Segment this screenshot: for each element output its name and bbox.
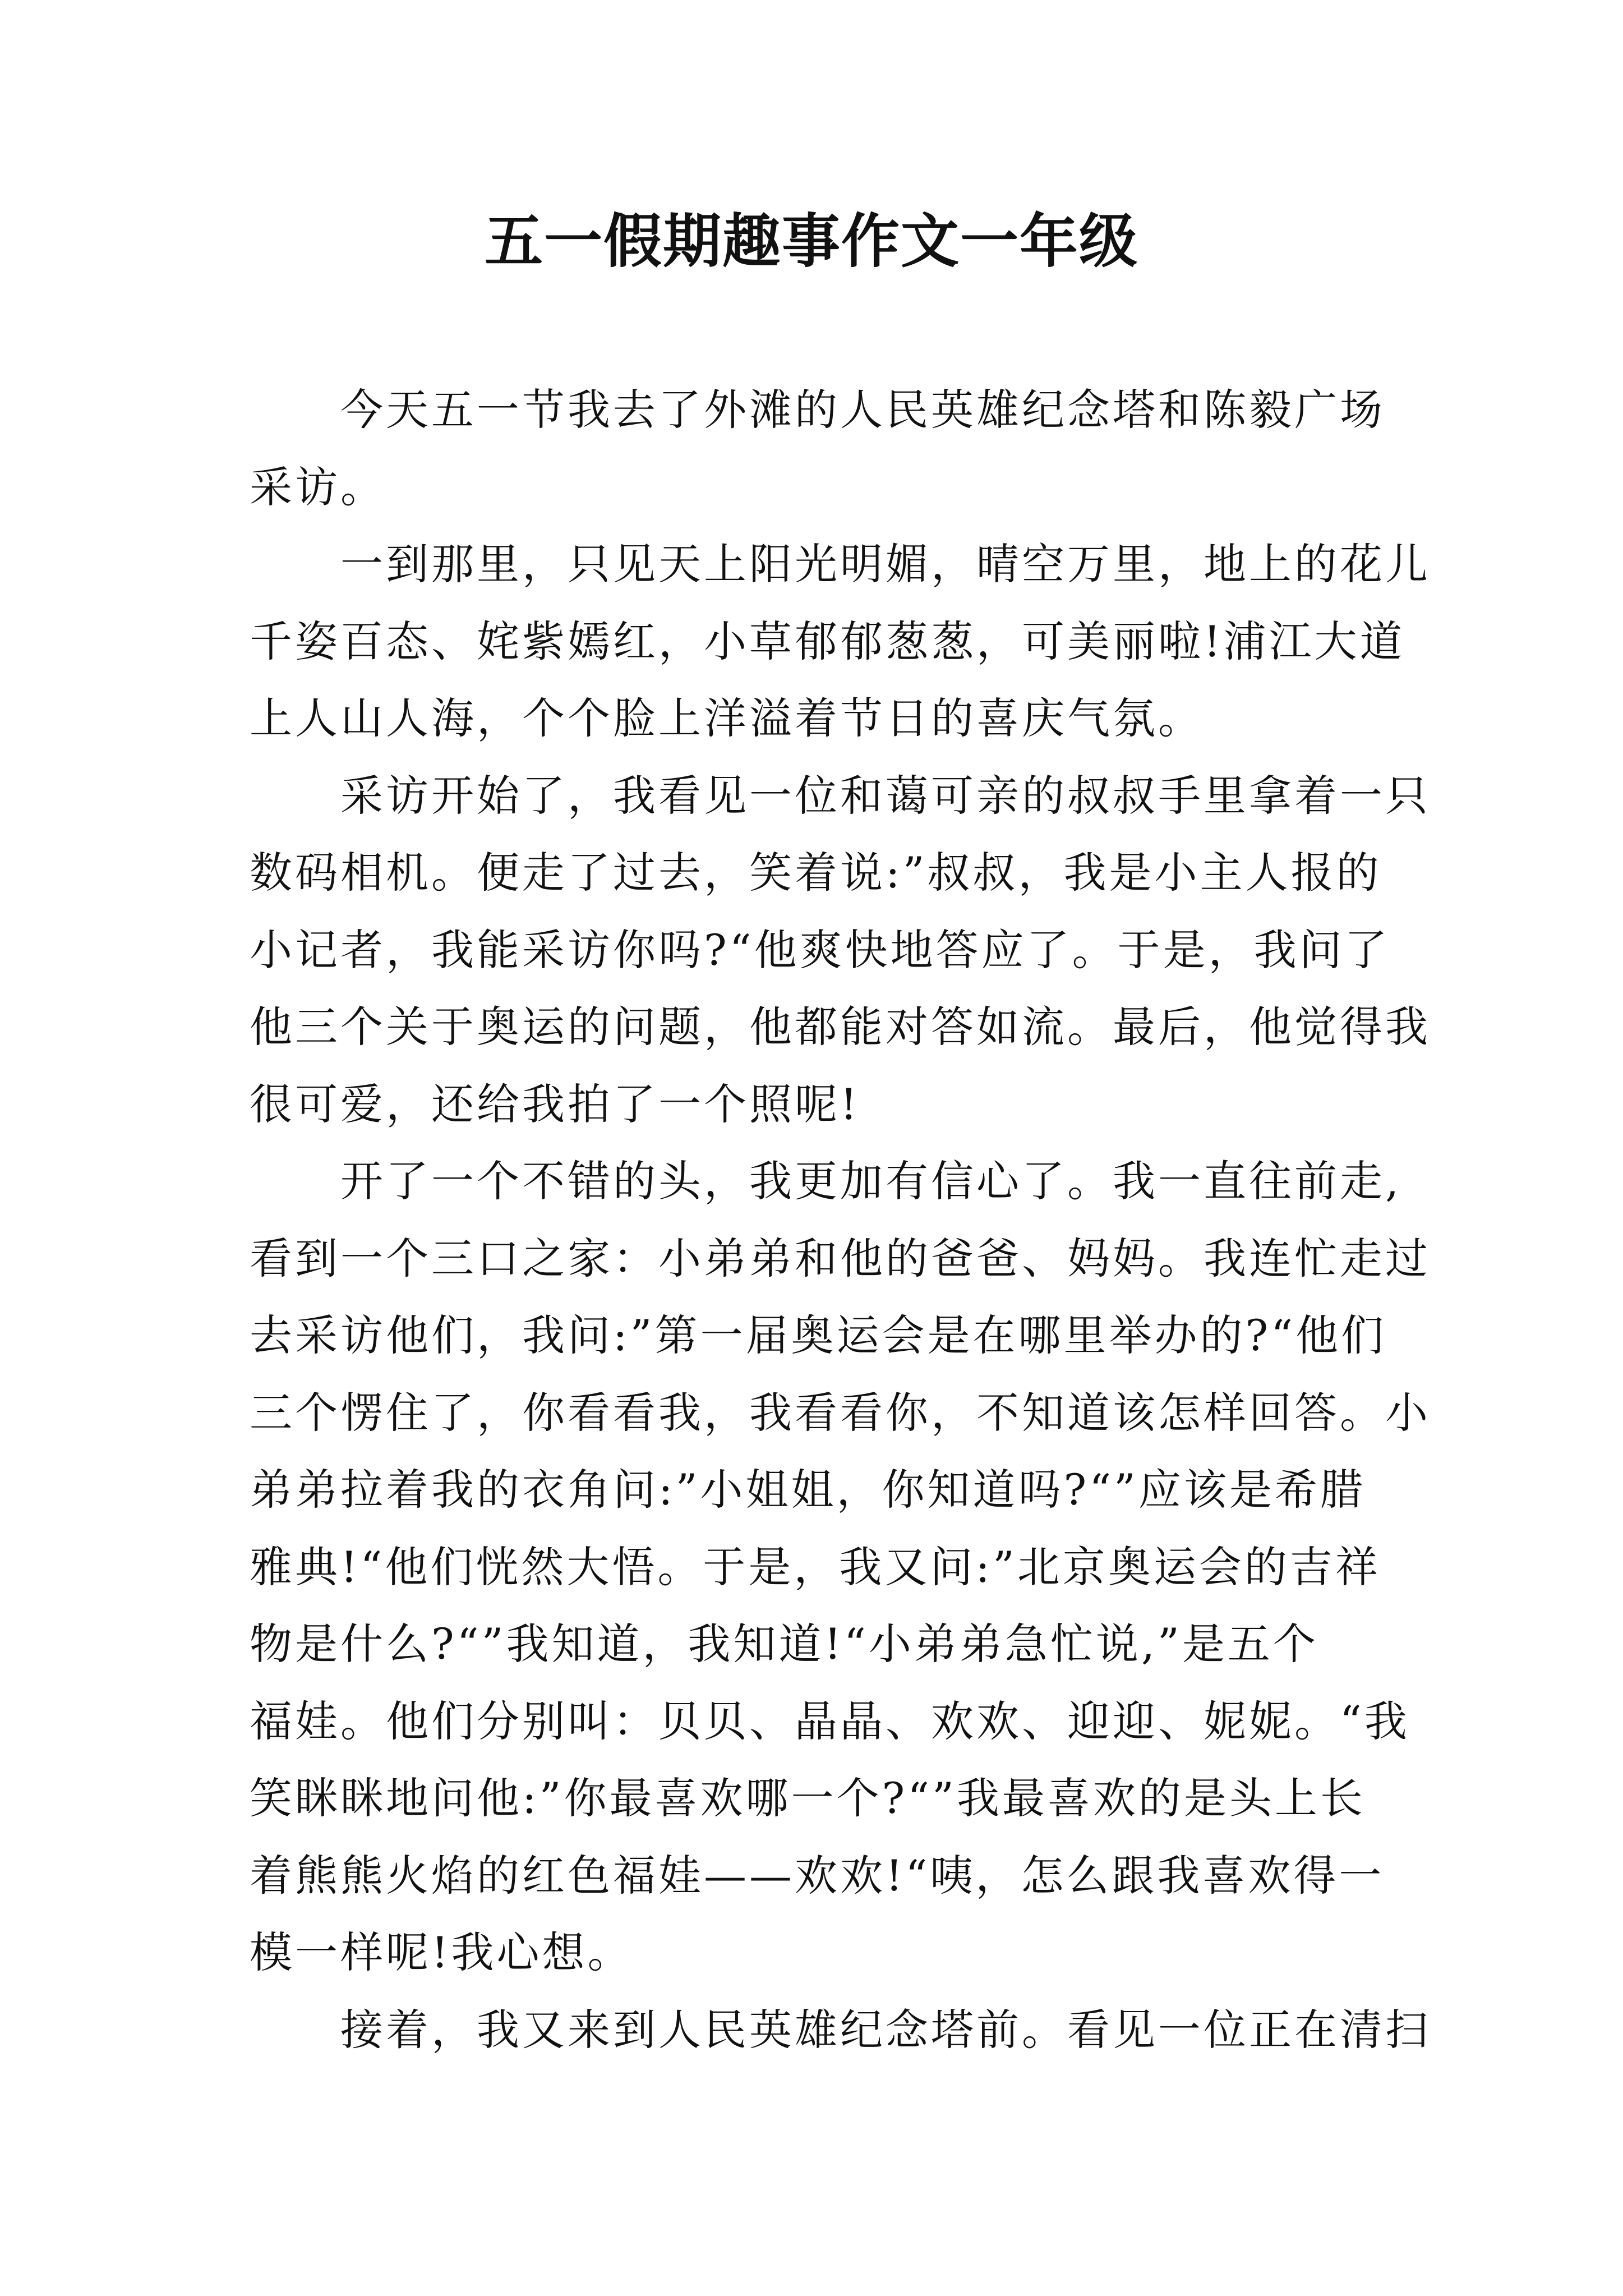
text-line: 开了一个不错的头，我更加有信心了。我一直往前走, [340,1156,1402,1206]
text-line: 着熊熊火焰的红色福娃——欢欢!“咦，怎么跟我喜欢得一 [250,1850,1385,1901]
text-line: 数码相机。便走了过去，笑着说:”叔叔，我是小主人报的 [250,848,1382,898]
paragraph-2 [250,526,1431,757]
text-line: 模一样呢!我心想。 [250,1927,633,1977]
document-body [250,371,1431,2068]
paragraph-3 [250,757,1431,1143]
text-line: 接着，我又来到人民英雄纪念塔前。看见一位正在清扫 [340,2004,1431,2055]
text-line: 福娃。他们分别叫：贝贝、晶晶、欢欢、迎迎、妮妮。“我 [250,1696,1410,1746]
text-line: 三个愣住了，你看看我，我看看你，不知道该怎样回答。小 [250,1387,1431,1438]
text-line: 今天五一节我去了外滩的人民英雄纪念塔和陈毅广场 [340,385,1385,435]
text-line: 上人山人海，个个脸上洋溢着节日的喜庆气氛。 [250,693,1204,743]
text-line: 小记者，我能采访你吗?“他爽快地答应了。于是，我问了 [250,924,1390,975]
document-title: 五一假期趣事作文一年级 [484,206,1138,275]
text-line: 物是什么?“”我知道，我知道!“小弟弟急忙说,”是五个 [250,1619,1318,1669]
text-line: 雅典!“他们恍然大悟。于是，我又问:”北京奥运会的吉祥 [250,1542,1381,1592]
paragraph-1 [250,371,1396,526]
text-line: 弟弟拉着我的衣角问:”小姐姐，你知道吗?“”应该是希腊 [250,1465,1366,1515]
paragraph-4 [250,1143,1431,1991]
text-line: 他三个关于奥运的问题，他都能对答如流。最后，他觉得我 [250,1002,1431,1052]
text-line: 采访。 [250,462,386,512]
text-line: 千姿百态、姹紫嫣红，小草郁郁葱葱，可美丽啦!浦江大道 [250,616,1405,666]
text-line: 笑眯眯地问他:”你最喜欢哪一个?“”我最喜欢的是头上长 [250,1773,1366,1823]
text-line: 很可爱，还给我拍了一个照呢! [250,1079,860,1129]
text-line: 看到一个三口之家：小弟弟和他的爸爸、妈妈。我连忙走过 [250,1233,1431,1283]
text-line: 去采访他们，我问:”第一届奥运会是在哪里举办的?“他们 [250,1310,1387,1360]
paragraph-5 [250,1991,1431,2069]
text-line: 采访开始了，我看见一位和蔼可亲的叔叔手里拿着一只 [340,770,1431,821]
text-line: 一到那里，只见天上阳光明媚，晴空万里，地上的花儿 [340,539,1431,589]
